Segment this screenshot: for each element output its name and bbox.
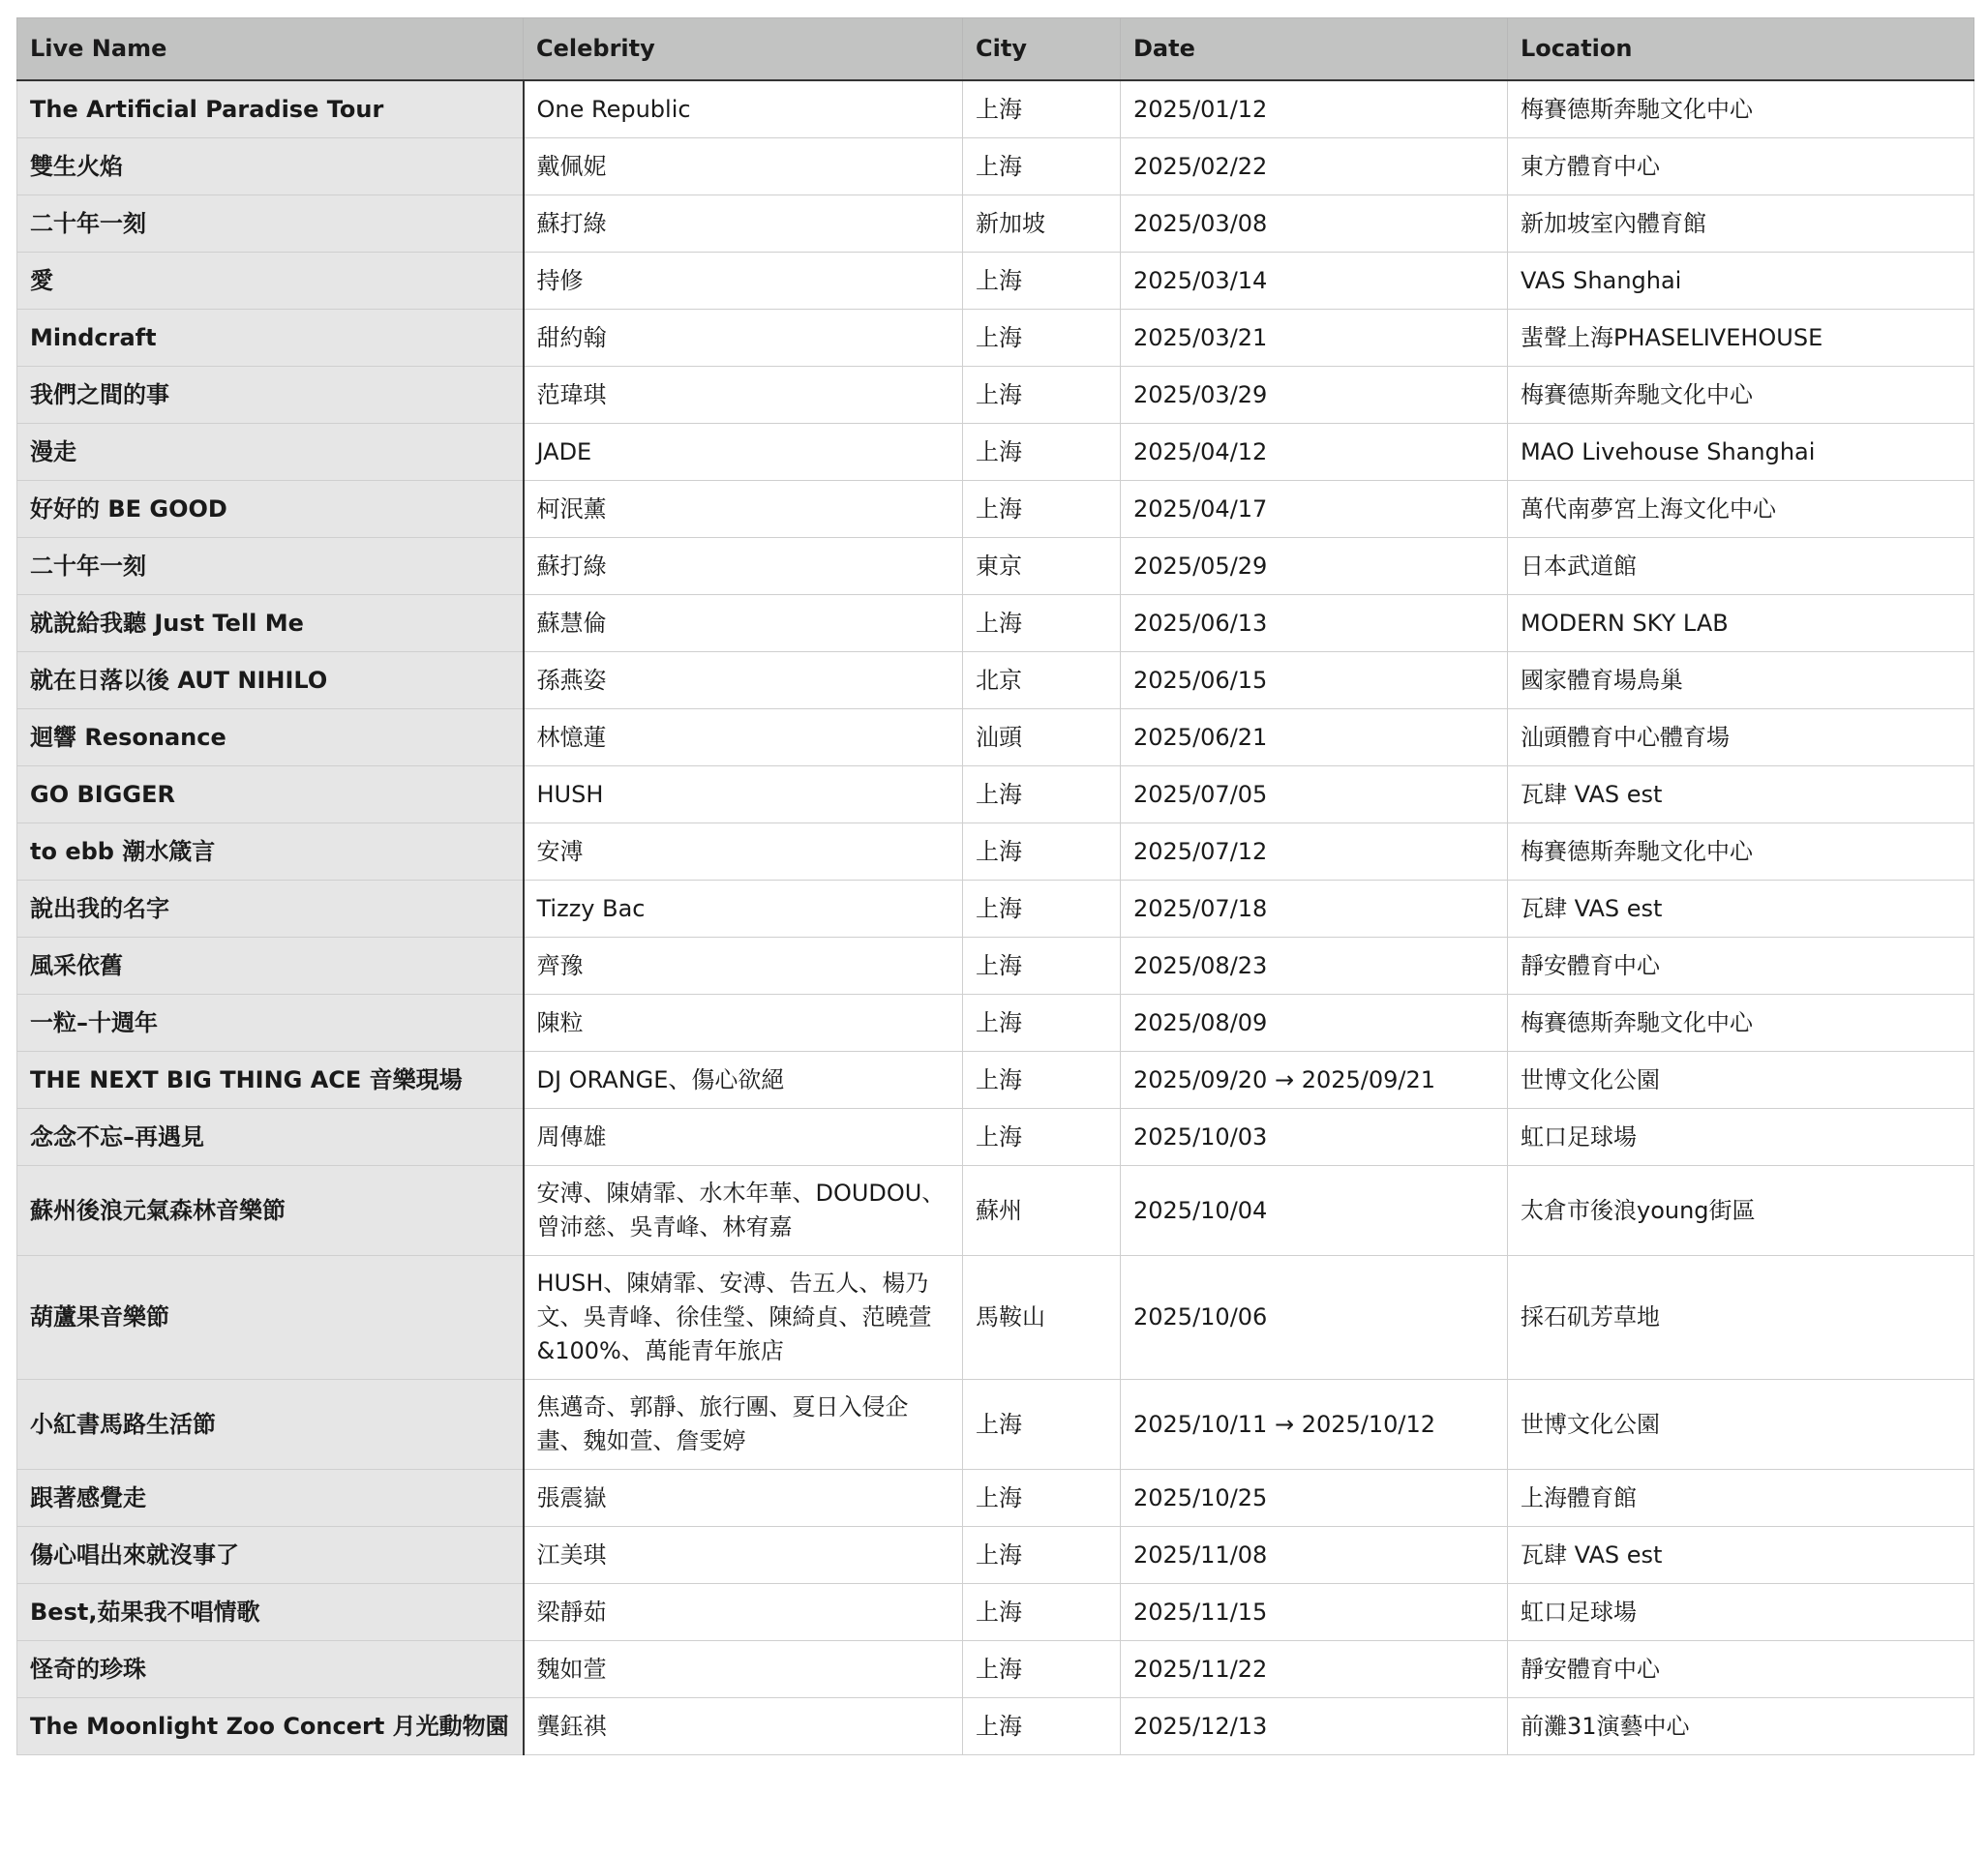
cell-date[interactable]: 2025/11/15 [1121,1584,1508,1641]
cell-date[interactable]: 2025/07/05 [1121,766,1508,823]
cell-celebrity[interactable]: 蘇打綠 [524,195,963,253]
cell-celebrity[interactable]: 范瑋琪 [524,367,963,424]
cell-city[interactable]: 上海 [963,595,1121,652]
cell-celebrity[interactable]: 林憶蓮 [524,709,963,766]
cell-celebrity[interactable]: 焦邁奇、郭靜、旅行團、夏日入侵企畫、魏如萱、詹雯婷 [524,1380,963,1470]
cell-city[interactable]: 上海 [963,1470,1121,1527]
cell-city[interactable]: 上海 [963,1584,1121,1641]
table-row [17,1470,1974,1527]
table-body [17,80,1974,1755]
cell-date[interactable]: 2025/06/21 [1121,709,1508,766]
cell-live-name[interactable]: The Moonlight Zoo Concert 月光動物園 [17,1698,524,1755]
table-row [17,1527,1974,1584]
cell-city[interactable]: 新加坡 [963,195,1121,253]
table-header [17,18,1974,81]
cell-date[interactable]: 2025/08/23 [1121,938,1508,995]
table-row [17,1256,1974,1380]
cell-city[interactable]: 上海 [963,481,1121,538]
cell-live-name[interactable]: 就在日落以後 AUT NIHILO [17,652,524,709]
cell-location[interactable]: 靜安體育中心 [1508,1641,1974,1698]
cell-live-name[interactable]: 好好的 BE GOOD [17,481,524,538]
cell-city[interactable]: 上海 [963,367,1121,424]
cell-city[interactable]: 上海 [963,1380,1121,1470]
table-row [17,652,1974,709]
cell-date[interactable]: 2025/08/09 [1121,995,1508,1052]
cell-date[interactable]: 2025/11/08 [1121,1527,1508,1584]
cell-city[interactable]: 上海 [963,766,1121,823]
cell-location[interactable]: 虹口足球場 [1508,1109,1974,1166]
table-row [17,709,1974,766]
cell-celebrity[interactable]: Tizzy Bac [524,881,963,938]
cell-date[interactable]: 2025/10/25 [1121,1470,1508,1527]
cell-date[interactable]: 2025/02/22 [1121,138,1508,195]
cell-celebrity[interactable]: 周傳雄 [524,1109,963,1166]
cell-live-name[interactable]: Best,茹果我不唱情歌 [17,1584,524,1641]
header-city[interactable]: City [963,18,1121,81]
cell-location[interactable]: 前灘31演藝中心 [1508,1698,1974,1755]
cell-location[interactable]: 國家體育場鳥巢 [1508,652,1974,709]
cell-celebrity[interactable]: JADE [524,424,963,481]
cell-location[interactable]: 梅賽德斯奔馳文化中心 [1508,367,1974,424]
cell-live-name[interactable]: 愛 [17,253,524,310]
cell-live-name[interactable]: 怪奇的珍珠 [17,1641,524,1698]
cell-date[interactable]: 2025/06/15 [1121,652,1508,709]
cell-celebrity[interactable]: 安溥 [524,823,963,881]
cell-location[interactable]: MODERN SKY LAB [1508,595,1974,652]
cell-location[interactable]: 太倉市後浪young街區 [1508,1166,1974,1256]
cell-location[interactable]: VAS Shanghai [1508,253,1974,310]
cell-city[interactable]: 上海 [963,310,1121,367]
cell-location[interactable]: 日本武道館 [1508,538,1974,595]
table-row [17,138,1974,195]
table-row [17,995,1974,1052]
cell-date[interactable]: 2025/10/06 [1121,1256,1508,1380]
cell-celebrity[interactable]: HUSH、陳婧霏、安溥、告五人、楊乃文、吳青峰、徐佳瑩、陳綺貞、范曉萱&100%、萬能青年旅店 [524,1256,963,1380]
cell-live-name[interactable]: 蘇州後浪元氣森林音樂節 [17,1166,524,1256]
cell-celebrity[interactable]: 梁靜茹 [524,1584,963,1641]
cell-city[interactable]: 上海 [963,823,1121,881]
cell-date[interactable]: 2025/09/20 → 2025/09/21 [1121,1052,1508,1109]
cell-city[interactable]: 上海 [963,938,1121,995]
cell-live-name[interactable]: 葫蘆果音樂節 [17,1256,524,1380]
cell-location[interactable]: 梅賽德斯奔馳文化中心 [1508,823,1974,881]
cell-date[interactable]: 2025/03/14 [1121,253,1508,310]
cell-celebrity[interactable]: One Republic [524,80,963,138]
cell-date[interactable]: 2025/10/11 → 2025/10/12 [1121,1380,1508,1470]
cell-date[interactable]: 2025/04/17 [1121,481,1508,538]
cell-live-name[interactable]: 迴響 Resonance [17,709,524,766]
cell-location[interactable]: 靜安體育中心 [1508,938,1974,995]
cell-live-name[interactable]: 念念不忘–再遇見 [17,1109,524,1166]
table-row [17,538,1974,595]
header-date[interactable]: Date [1121,18,1508,81]
concert-table [16,17,1974,1755]
cell-date[interactable]: 2025/03/08 [1121,195,1508,253]
cell-live-name[interactable]: to ebb 潮水箴言 [17,823,524,881]
cell-location[interactable]: 蜚聲上海PHASELIVEHOUSE [1508,310,1974,367]
table-row [17,595,1974,652]
cell-city[interactable]: 上海 [963,1698,1121,1755]
cell-live-name[interactable]: 說出我的名字 [17,881,524,938]
cell-live-name[interactable]: 傷心唱出來就沒事了 [17,1527,524,1584]
table-row [17,1380,1974,1470]
cell-date[interactable]: 2025/01/12 [1121,80,1508,138]
table-row [17,1166,1974,1256]
table-row [17,766,1974,823]
table-row [17,1641,1974,1698]
cell-city[interactable]: 上海 [963,138,1121,195]
cell-celebrity[interactable]: 江美琪 [524,1527,963,1584]
cell-celebrity[interactable]: 蘇打綠 [524,538,963,595]
cell-location[interactable]: 汕頭體育中心體育場 [1508,709,1974,766]
cell-live-name[interactable]: Mindcraft [17,310,524,367]
cell-live-name[interactable]: The Artificial Paradise Tour [17,80,524,138]
table-row [17,424,1974,481]
cell-date[interactable]: 2025/03/29 [1121,367,1508,424]
cell-city[interactable]: 蘇州 [963,1166,1121,1256]
cell-celebrity[interactable]: 安溥、陳婧霏、水木年華、DOUDOU、曾沛慈、吳青峰、林宥嘉 [524,1166,963,1256]
table-row [17,1109,1974,1166]
cell-celebrity[interactable]: 戴佩妮 [524,138,963,195]
cell-city[interactable]: 上海 [963,424,1121,481]
cell-city[interactable]: 馬鞍山 [963,1256,1121,1380]
cell-location[interactable]: 梅賽德斯奔馳文化中心 [1508,995,1974,1052]
cell-location[interactable]: 瓦肆 VAS est [1508,881,1974,938]
cell-live-name[interactable]: 二十年一刻 [17,538,524,595]
cell-live-name[interactable]: 二十年一刻 [17,195,524,253]
cell-celebrity[interactable]: 陳粒 [524,995,963,1052]
header-live-name[interactable]: Live Name [17,18,524,81]
table-row [17,1584,1974,1641]
cell-location[interactable]: 新加坡室內體育館 [1508,195,1974,253]
table-row [17,253,1974,310]
cell-celebrity[interactable]: 龔鈺祺 [524,1698,963,1755]
cell-date[interactable]: 2025/06/13 [1121,595,1508,652]
cell-location[interactable]: 東方體育中心 [1508,138,1974,195]
cell-city[interactable]: 上海 [963,80,1121,138]
table-row [17,80,1974,138]
cell-date[interactable]: 2025/11/22 [1121,1641,1508,1698]
cell-location[interactable]: 瓦肆 VAS est [1508,1527,1974,1584]
cell-date[interactable]: 2025/05/29 [1121,538,1508,595]
cell-city[interactable]: 東京 [963,538,1121,595]
table-row [17,481,1974,538]
cell-location[interactable]: 梅賽德斯奔馳文化中心 [1508,80,1974,138]
header-location[interactable]: Location [1508,18,1974,81]
cell-city[interactable]: 上海 [963,1527,1121,1584]
cell-location[interactable]: 瓦肆 VAS est [1508,766,1974,823]
cell-live-name[interactable]: 就說給我聽 Just Tell Me [17,595,524,652]
cell-celebrity[interactable]: 持修 [524,253,963,310]
cell-city[interactable]: 上海 [963,1641,1121,1698]
table-row [17,1698,1974,1755]
cell-date[interactable]: 2025/12/13 [1121,1698,1508,1755]
cell-date[interactable]: 2025/07/18 [1121,881,1508,938]
cell-location[interactable]: 萬代南夢宮上海文化中心 [1508,481,1974,538]
cell-location[interactable]: 世博文化公園 [1508,1052,1974,1109]
cell-celebrity[interactable]: 蘇慧倫 [524,595,963,652]
cell-celebrity[interactable]: 甜約翰 [524,310,963,367]
cell-celebrity[interactable]: 齊豫 [524,938,963,995]
cell-city[interactable]: 汕頭 [963,709,1121,766]
cell-location[interactable]: 虹口足球場 [1508,1584,1974,1641]
cell-location[interactable]: 世博文化公園 [1508,1380,1974,1470]
cell-celebrity[interactable]: DJ ORANGE、傷心欲絕 [524,1052,963,1109]
cell-city[interactable]: 上海 [963,1109,1121,1166]
cell-live-name[interactable]: 漫走 [17,424,524,481]
cell-date[interactable]: 2025/04/12 [1121,424,1508,481]
cell-location[interactable]: 採石矶芳草地 [1508,1256,1974,1380]
header-celebrity[interactable]: Celebrity [524,18,963,81]
table-row [17,195,1974,253]
table-row [17,1052,1974,1109]
cell-city[interactable]: 上海 [963,1052,1121,1109]
cell-celebrity[interactable]: HUSH [524,766,963,823]
cell-live-name[interactable]: 一粒–十週年 [17,995,524,1052]
cell-celebrity[interactable]: 張震嶽 [524,1470,963,1527]
cell-city[interactable]: 北京 [963,652,1121,709]
cell-city[interactable]: 上海 [963,995,1121,1052]
cell-celebrity[interactable]: 孫燕姿 [524,652,963,709]
cell-city[interactable]: 上海 [963,253,1121,310]
cell-date[interactable]: 2025/10/04 [1121,1166,1508,1256]
table-row [17,938,1974,995]
cell-date[interactable]: 2025/07/12 [1121,823,1508,881]
cell-date[interactable]: 2025/03/21 [1121,310,1508,367]
concert-table-container [16,17,1974,1755]
cell-celebrity[interactable]: 魏如萱 [524,1641,963,1698]
cell-live-name[interactable]: THE NEXT BIG THING ACE 音樂現場 [17,1052,524,1109]
cell-live-name[interactable]: 小紅書馬路生活節 [17,1380,524,1470]
table-row [17,823,1974,881]
cell-live-name[interactable]: 風采依舊 [17,938,524,995]
cell-live-name[interactable]: 跟著感覺走 [17,1470,524,1527]
cell-live-name[interactable]: 我們之間的事 [17,367,524,424]
cell-city[interactable]: 上海 [963,881,1121,938]
table-row [17,310,1974,367]
table-row [17,367,1974,424]
cell-live-name[interactable]: 雙生火焰 [17,138,524,195]
cell-date[interactable]: 2025/10/03 [1121,1109,1508,1166]
cell-live-name[interactable]: GO BIGGER [17,766,524,823]
cell-location[interactable]: 上海體育館 [1508,1470,1974,1527]
cell-location[interactable]: MAO Livehouse Shanghai [1508,424,1974,481]
header-row [17,18,1974,81]
cell-celebrity[interactable]: 柯泯薰 [524,481,963,538]
table-row [17,881,1974,938]
